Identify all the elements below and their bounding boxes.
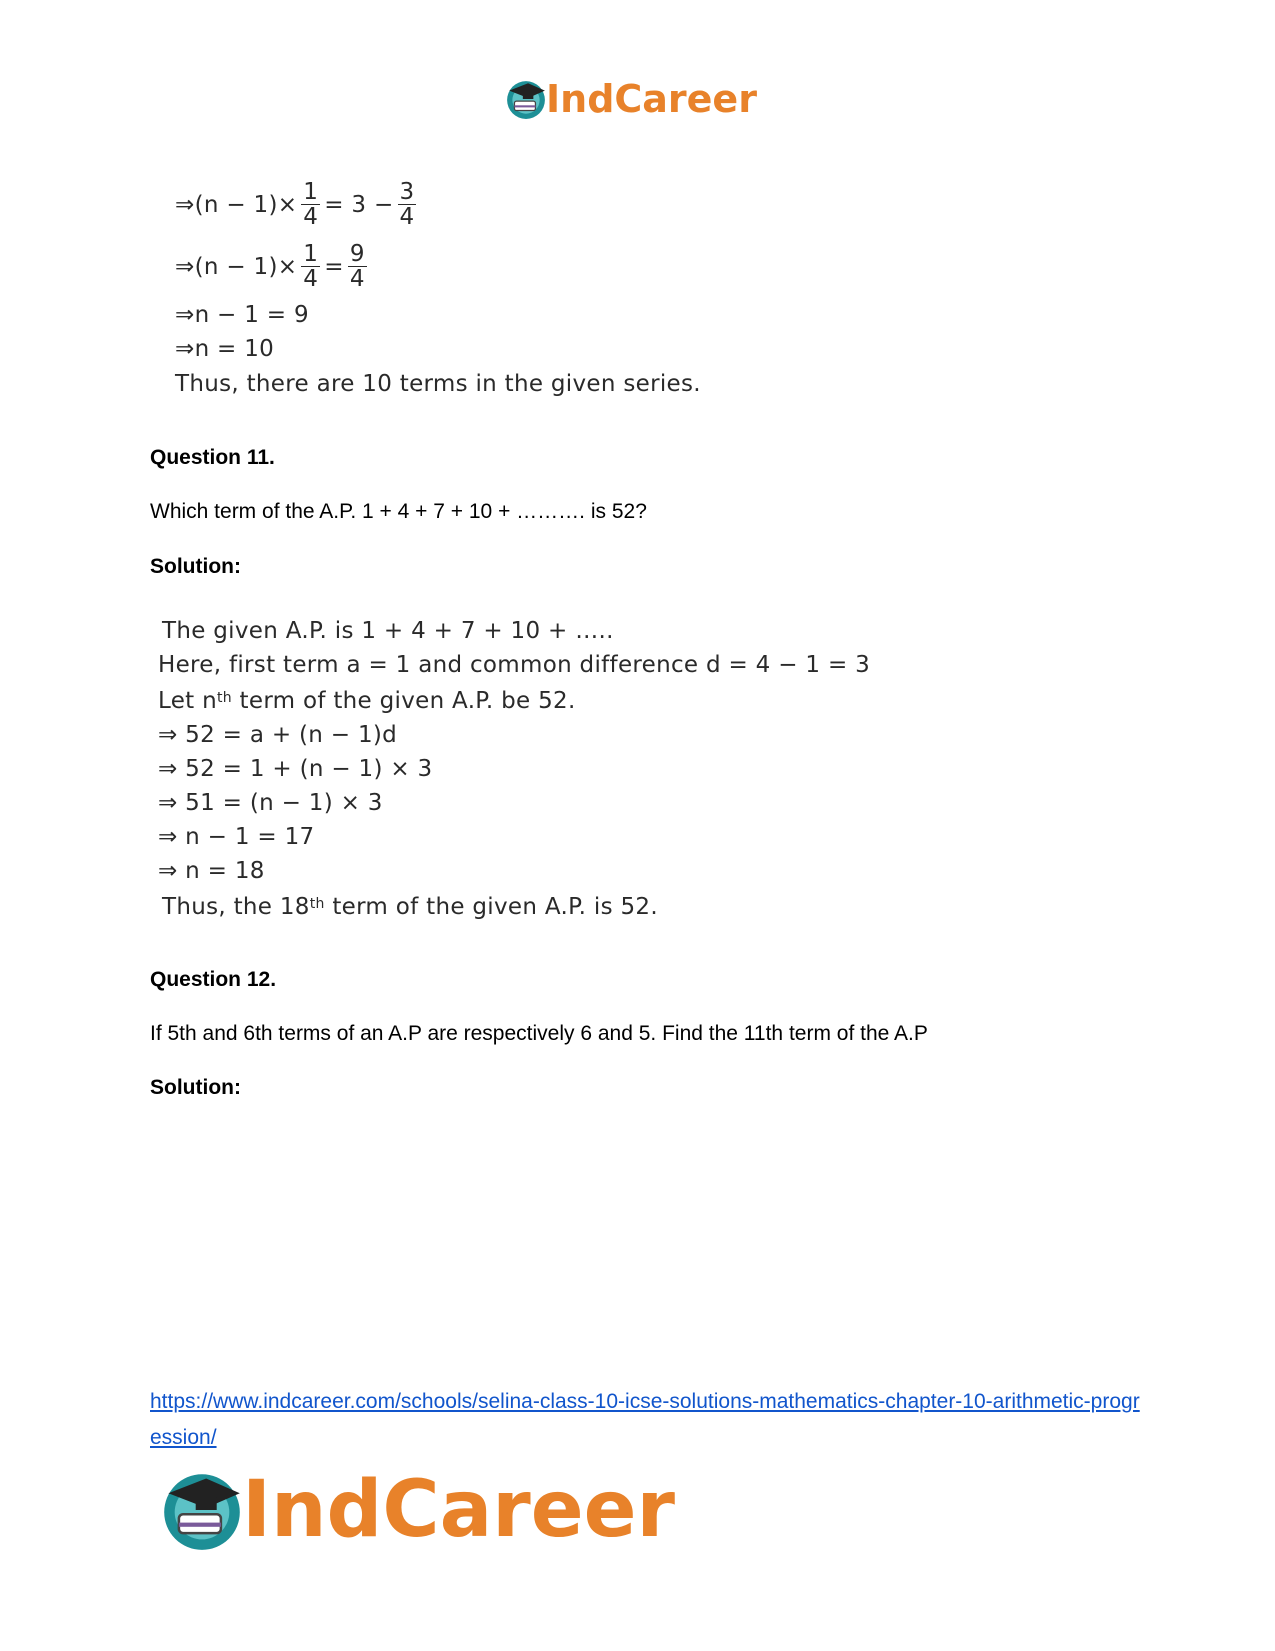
- denominator: 4: [303, 204, 319, 230]
- math-line: [175, 180, 420, 229]
- math-text: ⇒(n − 1)×: [175, 253, 298, 280]
- question-11-heading: Question 11.: [150, 446, 275, 469]
- indcareer-logo-bottom: [160, 1465, 675, 1555]
- fraction: [348, 242, 367, 291]
- math-line: ⇒ 51 = (n − 1) × 3: [158, 790, 383, 816]
- numerator: 1: [303, 241, 319, 267]
- source-link[interactable]: https://www.indcareer.com/schools/selina-class-10-icse-solutions-mathematics-chapter-10-arithmetic-progression/: [150, 1390, 1140, 1449]
- fraction: [301, 180, 320, 229]
- math-text: = 3 −: [324, 191, 394, 218]
- math-text: Let n: [158, 688, 217, 714]
- math-line: [175, 242, 371, 291]
- numerator: 9: [349, 241, 365, 267]
- math-line: The given A.P. is 1 + 4 + 7 + 10 + …..: [162, 618, 614, 644]
- math-line: ⇒ 52 = a + (n − 1)d: [158, 722, 398, 748]
- math-line: [162, 894, 658, 920]
- math-text: term of the given A.P. be 52.: [231, 688, 576, 714]
- superscript: th: [216, 690, 232, 706]
- question-12-solution-label: Solution:: [150, 1076, 241, 1099]
- math-line: ⇒n − 1 = 9: [175, 302, 309, 328]
- fraction: [398, 180, 417, 229]
- numerator: 3: [399, 179, 415, 205]
- superscript: th: [309, 896, 325, 912]
- question-12-heading: Question 12.: [150, 968, 277, 991]
- math-line: ⇒ n = 18: [158, 858, 265, 884]
- math-text: =: [324, 253, 344, 280]
- math-line: Thus, there are 10 terms in the given series.: [175, 371, 701, 397]
- math-line: ⇒ 52 = 1 + (n − 1) × 3: [158, 756, 433, 782]
- indcareer-logo-top: [505, 78, 757, 120]
- question-11-text: Which term of the A.P. 1 + 4 + 7 + 10 + ………. is 52?: [150, 500, 647, 523]
- denominator: 4: [399, 204, 415, 230]
- math-line: ⇒n = 10: [175, 336, 275, 362]
- math-text: Thus, the 18: [162, 894, 310, 920]
- math-text: ⇒(n − 1)×: [175, 191, 298, 218]
- question-11-solution-label: Solution:: [150, 555, 241, 578]
- graduation-globe-icon: [505, 78, 547, 120]
- question-12-text: If 5th and 6th terms of an A.P are respectively 6 and 5. Find the 11th term of the A.P: [150, 1022, 928, 1045]
- math-line: Here, first term a = 1 and common difference d = 4 − 1 = 3: [158, 652, 871, 678]
- denominator: 4: [303, 266, 319, 292]
- math-line: [158, 688, 576, 714]
- math-text: term of the given A.P. is 52.: [324, 894, 658, 920]
- graduation-globe-icon: [160, 1468, 244, 1552]
- brand-name: IndCareer: [546, 77, 757, 121]
- fraction: [301, 242, 320, 291]
- denominator: 4: [349, 266, 365, 292]
- brand-name: IndCareer: [242, 1465, 675, 1555]
- math-line: ⇒ n − 1 = 17: [158, 824, 315, 850]
- numerator: 1: [303, 179, 319, 205]
